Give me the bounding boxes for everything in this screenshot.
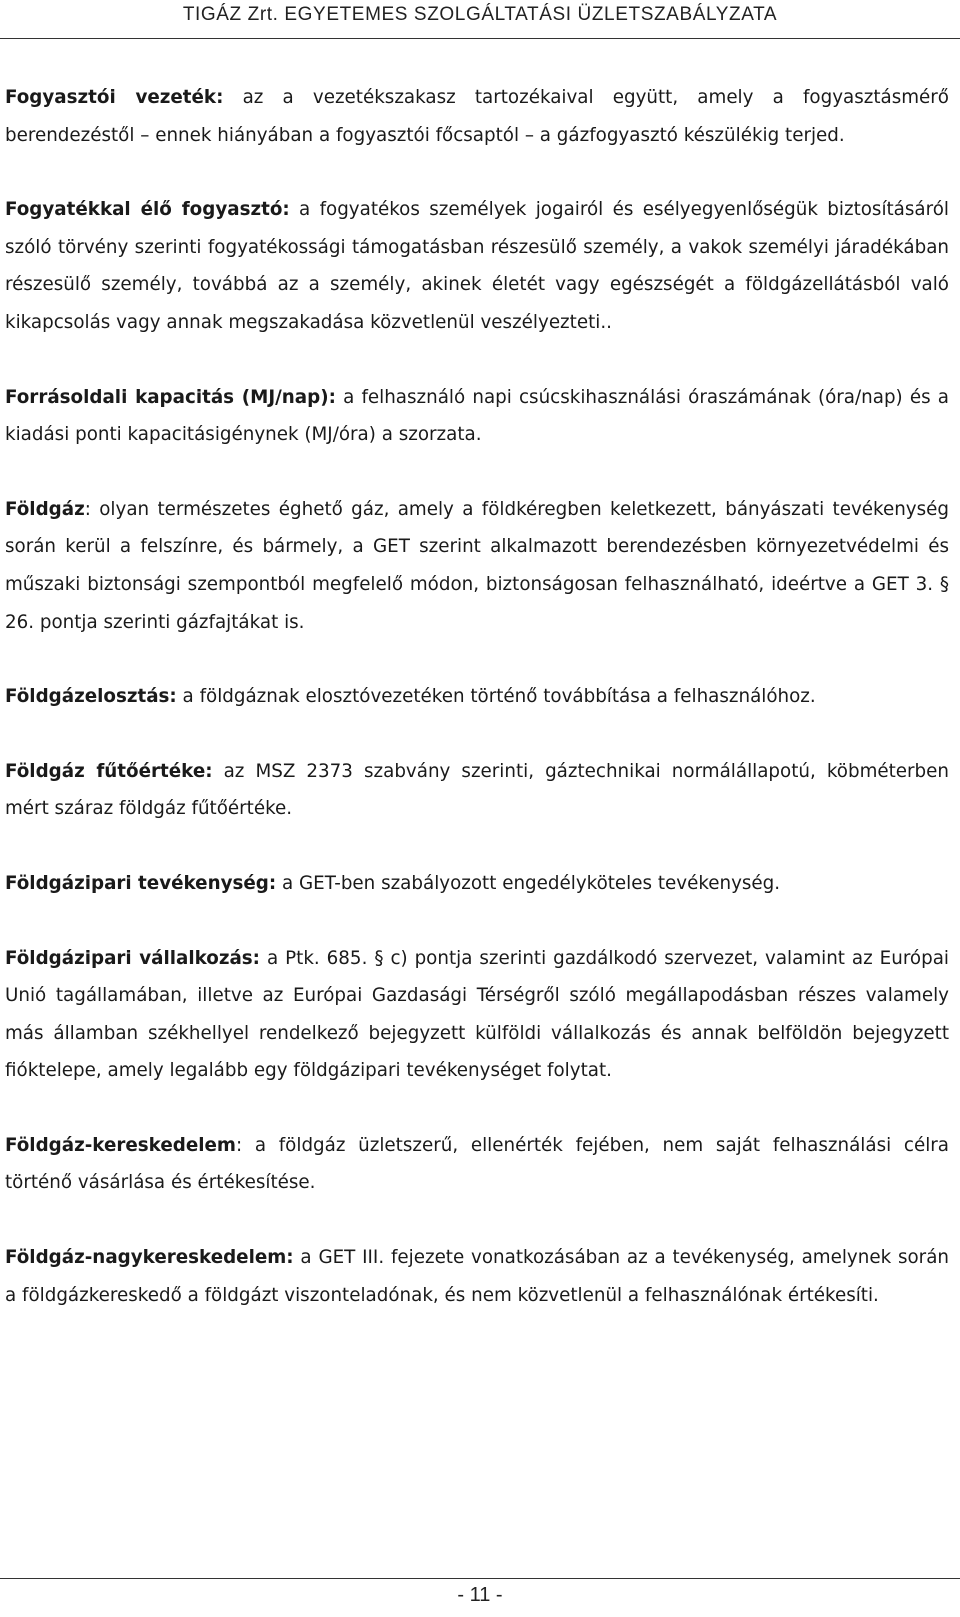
definition-term: Földgáz-nagykereskedelem: xyxy=(5,1247,294,1269)
definition-foldgaz-futoerteke xyxy=(5,753,949,828)
definition-foldgaz xyxy=(5,491,949,641)
footer-divider xyxy=(0,1578,960,1579)
definition-term: Forrásoldali kapacitás (MJ/nap): xyxy=(5,386,336,408)
definition-foldgazelosztas xyxy=(5,678,949,716)
definition-forrasoldali-kapacitas xyxy=(5,379,949,454)
definition-foldgazipari-tevekenyseg xyxy=(5,865,949,903)
definition-foldgazipari-vallalkozas xyxy=(5,940,949,1090)
definition-term: Földgázipari vállalkozás: xyxy=(5,947,260,969)
definition-term: Földgáz-kereskedelem xyxy=(5,1134,236,1156)
definition-fogyasztoi-vezetek xyxy=(5,79,949,154)
definition-term: Földgázelosztás: xyxy=(5,686,177,708)
definition-text: a felhasználó napi csúcskihasználási óraszámának (óra/nap) és a kiadási ponti kapacitásigénynek (MJ/óra) a szorzata. xyxy=(5,386,950,446)
definition-text: a GET III. fejezete vonatkozásában az a tevékenység, amelynek során a földgázkereskedő a földgázt viszonteladónak, és nem közvetlenül a felhasználónak értékesíti. xyxy=(5,1247,949,1306)
definition-term: Földgáz xyxy=(5,498,85,520)
definitions-list xyxy=(5,79,949,1351)
definition-text: az a vezetékszakasz tartozékaival együtt, amely a fogyasztásmérő berendezéstől – ennek hiányában a fogyasztói főcsaptól – a gázfogyasztó készülékig terjed. xyxy=(5,87,949,146)
definition-text: a GET-ben szabályozott engedélyköteles tevékenység. xyxy=(276,872,781,894)
definition-term: Földgáz fűtőértéke: xyxy=(5,760,213,782)
page-number: - 11 - xyxy=(457,1584,503,1606)
definition-text: a földgáznak elosztóvezetéken történő továbbítása a felhasználóhoz. xyxy=(176,686,816,708)
definition-term: Fogyatékkal élő fogyasztó: xyxy=(5,199,290,221)
definition-foldgaz-nagykereskedelem xyxy=(5,1239,949,1314)
definition-text: : a földgáz üzletszerű, ellenérték fejében, nem saját felhasználási célra történő vásárlása és értékesítése. xyxy=(5,1134,949,1194)
definition-foldgaz-kereskedelem xyxy=(5,1127,949,1202)
definition-term: Földgázipari tevékenység: xyxy=(5,872,277,894)
definition-fogyatekkal-elo-fogyaszto xyxy=(5,191,949,341)
definition-text: a Ptk. 685. § c) pontja szerinti gazdálkodó szervezet, valamint az Európai Unió tagállamában, illetve az Európai Gazdasági Térségről szóló megállapodásban részes valamely más államban székhellyel rendelkező bejegyzett külföldi vállalkozás és annak belföldön bejegyzett fióktelepe, amely legalább egy földgázipari tevékenységet folytat. xyxy=(5,947,949,1082)
definition-text: a fogyatékos személyek jogairól és esélyegyenlőségük biztosításáról szóló törvény szerinti fogyatékossági támogatásban részesülő személy, a vakok személyi járadékában részesülő személy, továbbá az a személy, akinek életét vagy egészségét a földgázellátásból való kikapcsolás vagy annak megszakadása közvetlenül veszélyezteti.. xyxy=(5,199,949,333)
definition-term: Fogyasztói vezeték: xyxy=(5,87,224,108)
definition-text: az MSZ 2373 szabvány szerinti, gáztechnikai normálállapotú, köbméterben mért száraz földgáz fűtőértéke. xyxy=(5,760,949,820)
header-divider xyxy=(0,38,960,39)
definition-text: : olyan természetes éghető gáz, amely a földkéregben keletkezett, bányászati tevékenység során kerül a felszínre, és bármely, a GET szerint alkalmazott berendezésben környezetvédelmi és műszaki biztonsági szempontból megfelelő módon, biztonságosan felhasználható, ideértve a GET 3. § 26. pontja szerinti gázfajtákat is. xyxy=(5,498,949,633)
page-header: TIGÁZ Zrt. EGYETEMES SZOLGÁLTATÁSI ÜZLETSZABÁLYZATA xyxy=(182,4,778,25)
